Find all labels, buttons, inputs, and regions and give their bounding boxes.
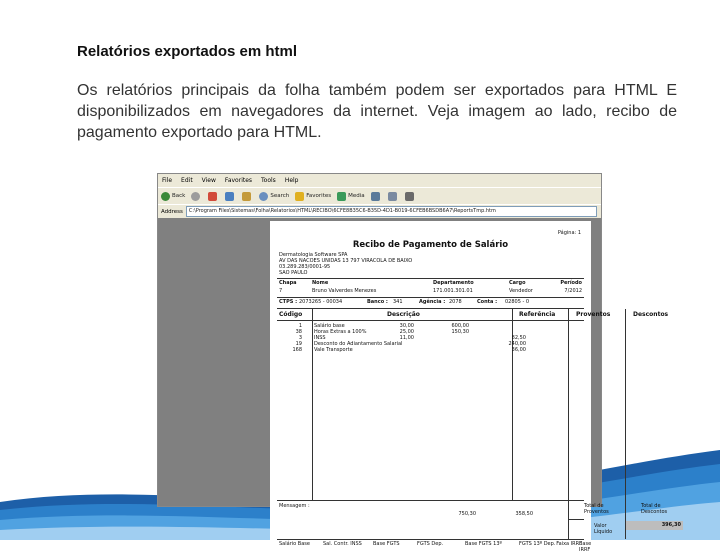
receipt-title: Recibo de Pagamento de Salário <box>352 240 509 250</box>
ctps-row <box>279 299 582 306</box>
search-button[interactable] <box>259 192 289 201</box>
item-referencia: 30,00 <box>399 323 414 329</box>
slide-title: Relatórios exportados em html <box>77 43 298 60</box>
conta-label: Conta : <box>477 299 498 305</box>
item-codigo: 168 <box>292 347 302 353</box>
refresh-icon <box>225 192 234 201</box>
cargo-label: Cargo <box>509 280 526 286</box>
refresh-button[interactable] <box>225 192 236 201</box>
media-button[interactable] <box>337 192 365 201</box>
total-proventos-label: Total de Proventos <box>584 503 609 515</box>
col-referencia: Referência <box>519 311 556 318</box>
departamento-label: Departamento <box>433 280 474 286</box>
history-button[interactable] <box>371 192 382 201</box>
periodo-value: 7/2012 <box>564 288 582 294</box>
item-referencia: 25,00 <box>399 329 414 335</box>
menu-file[interactable]: File <box>162 177 173 184</box>
valor-liquido-label: Valor Líquido <box>594 523 613 535</box>
home-icon <box>242 192 251 201</box>
company-address: AV DAS NACOES UNIDAS 13 797 VIRACOLA DE BAIXO <box>279 258 413 264</box>
page-number: Página: 1 <box>557 230 581 236</box>
column-rule <box>625 309 626 539</box>
employee-header-values <box>279 288 582 295</box>
item-codigo: 1 <box>298 323 302 329</box>
base-fgts-label: Base FGTS <box>373 541 400 547</box>
employee-header-labels <box>279 280 582 287</box>
forward-arrow-icon <box>191 192 200 201</box>
ctps-label: CTPS : <box>279 299 298 305</box>
home-button[interactable] <box>242 192 253 201</box>
sal-contr-inss-label: Sal. Contr. INSS <box>323 541 362 547</box>
back-arrow-icon <box>161 192 170 201</box>
item-descontos: 240,00 <box>508 341 526 347</box>
chapa-value: 7 <box>279 288 283 294</box>
address-label: Address <box>161 208 183 215</box>
col-proventos: Proventos <box>576 311 611 318</box>
cargo-value: Vendedor <box>509 288 533 294</box>
divider <box>568 519 584 520</box>
fgts-dep-label: FGTS Dep. <box>417 541 444 547</box>
item-codigo: 3 <box>298 335 302 341</box>
item-proventos: 600,00 <box>451 323 469 329</box>
total-descontos-label: Total de Descontos <box>641 503 668 515</box>
banco-value: 341 <box>393 299 403 305</box>
media-label: Media <box>348 193 365 199</box>
forward-button[interactable] <box>191 192 202 201</box>
mail-button[interactable] <box>388 192 399 201</box>
menu-view[interactable]: View <box>201 177 216 184</box>
nome-label: Nome <box>312 280 329 286</box>
media-icon <box>337 192 346 201</box>
total-proventos-value: 750,30 <box>458 511 476 517</box>
item-descricao: Salário base <box>314 323 345 329</box>
item-descontos: 36,00 <box>511 347 526 353</box>
periodo-label: Período <box>560 280 582 286</box>
table-row <box>277 347 584 353</box>
company-info <box>279 252 412 276</box>
browser-viewport <box>158 218 681 553</box>
item-referencia: 11,00 <box>399 335 414 341</box>
base-fgts-13-label: Base FGTS 13º <box>465 541 502 547</box>
nome-value: Bruno Valverdes Menezes <box>312 288 377 294</box>
company-city: SAO PAULO <box>279 270 308 276</box>
divider <box>277 278 584 279</box>
salario-base-label: Salário Base <box>279 541 310 547</box>
col-descricao: Descrição <box>387 311 420 318</box>
agencia-value: 2078 <box>449 299 462 305</box>
browser-window <box>157 173 681 553</box>
item-descricao: INSS <box>314 335 326 341</box>
search-icon <box>259 192 268 201</box>
menu-edit[interactable]: Edit <box>181 177 193 184</box>
item-descricao: Vale Transporte <box>314 347 353 353</box>
faixa-irrf-label: Faixa IRRF <box>556 541 582 547</box>
divider <box>277 308 584 309</box>
conta-value: 02805 - 0 <box>505 299 530 305</box>
stop-icon <box>208 192 217 201</box>
base-irrf-label: Base IRRF <box>579 541 592 553</box>
receipt-page <box>270 221 681 553</box>
favorites-button[interactable] <box>295 192 331 201</box>
item-codigo: 19 <box>295 341 302 347</box>
divider <box>277 320 584 321</box>
print-icon <box>405 192 414 201</box>
valor-liquido-value: 396,30 <box>626 521 683 530</box>
menu-tools[interactable]: Tools <box>261 177 276 184</box>
item-descricao: Horas Extras a 100% <box>314 329 367 335</box>
history-icon <box>371 192 380 201</box>
menu-favorites[interactable]: Favorites <box>224 177 253 184</box>
slide-body: Os relatórios principais da folha também podem ser exportados para HTML E disponibilizados em navegadores da internet. Veja imagem ao lado, recibo de pagamento exportado para HTML. <box>77 82 677 141</box>
company-cnpj: 03.289.283/0001-95 <box>279 264 331 270</box>
total-descontos-value: 358,50 <box>515 511 533 517</box>
menu-bar <box>158 174 601 187</box>
col-descontos: Descontos <box>633 311 669 318</box>
browser-toolbar <box>158 187 601 204</box>
menu-help[interactable]: Help <box>284 177 299 184</box>
star-icon <box>295 192 304 201</box>
back-button[interactable] <box>161 192 185 201</box>
back-label: Back <box>172 193 186 199</box>
mail-icon <box>388 192 397 201</box>
divider <box>277 539 584 540</box>
company-name: Dermatologia Software SPA <box>279 252 348 258</box>
fgts-13-dep-label: FGTS 13º Dep. <box>519 541 556 547</box>
mensagem-label: Mensagem : <box>279 503 310 509</box>
chapa-label: Chapa <box>279 280 297 286</box>
item-descontos: 82,50 <box>511 335 526 341</box>
banco-label: Banco : <box>367 299 388 305</box>
divider <box>277 500 584 501</box>
ctps-value: 2073265 - 00034 <box>299 299 343 305</box>
favorites-label: Favorites <box>306 193 332 199</box>
address-input[interactable]: C:\Program Files\Sistemas\Folha\Relatorios\HTML\RECIBO\6CFE8B35C6-B35D-4D1-B019-6CFEB6BSDB6A7\ReportsTmp.htm <box>186 206 597 217</box>
address-bar <box>158 204 601 218</box>
divider <box>277 297 584 298</box>
col-codigo: Código <box>279 311 303 318</box>
search-label: Search <box>270 193 290 199</box>
agencia-label: Agência : <box>419 299 446 305</box>
stop-button[interactable] <box>208 192 219 201</box>
departamento-value: 171.001.301.01 <box>433 288 473 294</box>
item-proventos: 150,30 <box>451 329 469 335</box>
footer-bases-row <box>279 541 592 553</box>
item-descricao: Desconto do Adiantamento Salarial <box>314 341 403 347</box>
print-button[interactable] <box>405 192 416 201</box>
item-codigo: 38 <box>295 329 302 335</box>
